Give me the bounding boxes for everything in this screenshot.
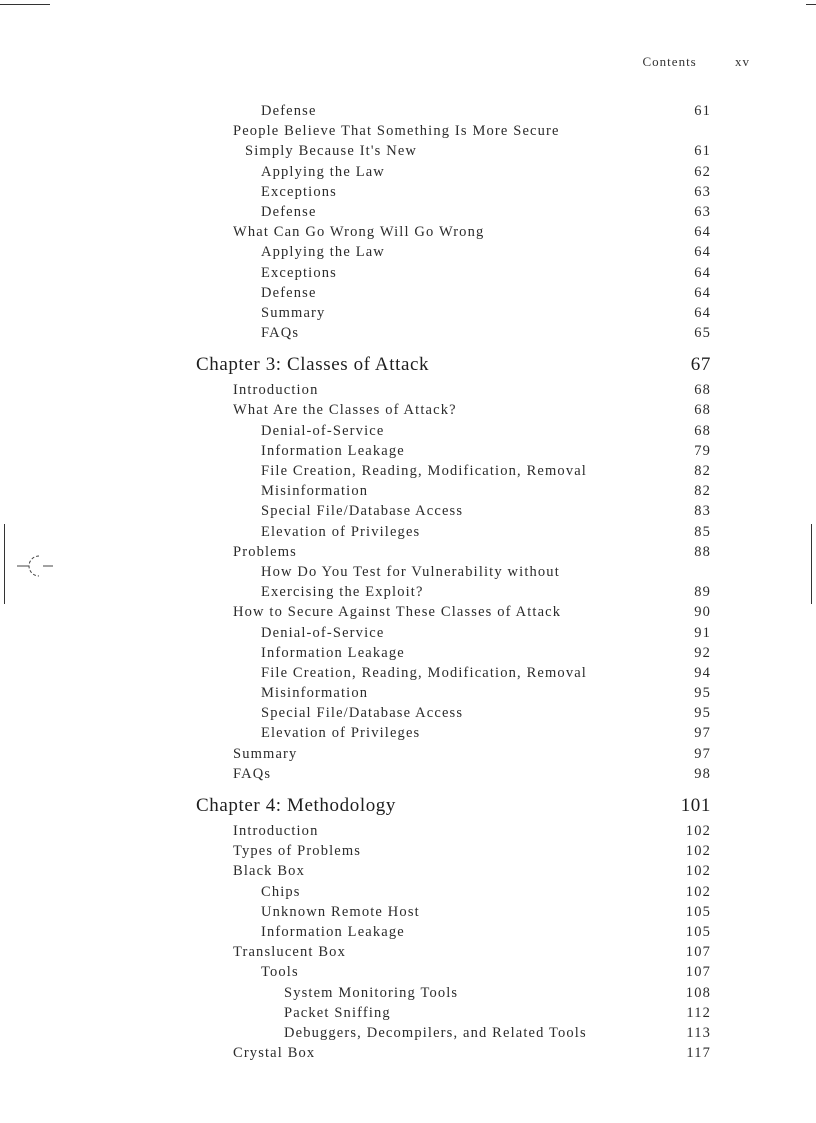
toc-page-number: 68: [694, 382, 711, 399]
toc-entry-title: Summary: [233, 745, 298, 762]
toc-entry-title: Special File/Database Access: [261, 705, 464, 722]
toc-page-number: 63: [694, 203, 711, 220]
toc-page-number: 89: [694, 584, 711, 601]
toc-entry-title: Elevation of Privileges: [261, 725, 421, 742]
toc-page-number: 82: [694, 483, 711, 500]
toc-entry-title: Unknown Remote Host: [261, 903, 420, 920]
toc-entry-title: How to Secure Against These Classes of Attack: [233, 604, 562, 621]
toc-entry: [0, 1043, 816, 1063]
toc-entry: [0, 1003, 816, 1023]
toc-entry: [0, 162, 816, 182]
toc-entry-title: Problems: [233, 543, 297, 560]
toc-entry: [0, 683, 816, 703]
toc-entry: [0, 182, 816, 202]
toc-page-number: 95: [694, 705, 711, 722]
toc-entry-title: Simply Because It's New: [245, 143, 418, 160]
toc-entry-title: How Do You Test for Vulnerability without: [261, 563, 560, 580]
toc-page-number: 102: [685, 883, 711, 900]
toc-page-number: 64: [694, 244, 711, 261]
running-header: [609, 54, 750, 70]
toc-page-number: 94: [694, 664, 711, 681]
toc-entry: [0, 121, 816, 141]
toc-page-number: 108: [685, 984, 711, 1001]
toc-entry-title: People Believe That Something Is More Secure: [233, 123, 560, 140]
toc-entry: [0, 421, 816, 441]
toc-entry-title: Denial-of-Service: [261, 624, 385, 641]
toc-entry: [0, 101, 816, 121]
toc-entry: [0, 703, 816, 723]
chapter-title: Chapter 4: Methodology: [196, 795, 397, 816]
toc-entry: [0, 481, 816, 501]
toc-entry-title: File Creation, Reading, Modification, Removal: [261, 463, 587, 479]
header-page-number: xv: [735, 54, 750, 69]
toc-entry: [0, 400, 816, 420]
toc-entry-title: Information Leakage: [261, 923, 405, 940]
chapter-title: Chapter 3: Classes of Attack: [196, 354, 430, 376]
toc-entry-title: Elevation of Privileges: [261, 523, 421, 540]
toc-page-number: 82: [694, 463, 711, 479]
toc-entry: [0, 380, 816, 400]
toc-page-number: 64: [694, 284, 711, 301]
toc-page-number: 67: [690, 354, 711, 376]
toc-entry: [0, 922, 816, 942]
toc-entry-title: System Monitoring Tools: [284, 984, 459, 1001]
toc-entry-title: Misinformation: [261, 483, 369, 500]
toc-entry: [0, 602, 816, 622]
toc-entry: [0, 983, 816, 1003]
toc-entry-title: Translucent Box: [233, 944, 346, 961]
toc-page-number: 107: [685, 964, 711, 981]
toc-entry-title: Information Leakage: [261, 442, 405, 459]
toc-page-number: 102: [685, 863, 711, 880]
toc-entry: [0, 882, 816, 902]
toc-page-number: 117: [686, 1045, 711, 1062]
toc-page-number: 61: [694, 143, 711, 160]
toc-entry-title: Information Leakage: [261, 644, 405, 661]
toc-page-number: 105: [685, 903, 711, 920]
toc-entry: [0, 263, 816, 283]
toc-page-number: 62: [694, 163, 711, 180]
toc-page-number: 97: [694, 745, 711, 762]
header-title: Contents: [642, 54, 697, 69]
toc-entry: [0, 942, 816, 962]
toc-page-number: 79: [694, 442, 711, 459]
toc-page-number: 101: [680, 795, 711, 816]
toc-page-number: 90: [694, 604, 711, 621]
toc-entry-title: Misinformation: [261, 685, 369, 702]
toc-page-number: 98: [694, 765, 711, 782]
toc-entry-title: Packet Sniffing: [284, 1004, 391, 1021]
toc-entry: [0, 141, 816, 161]
toc-page-number: 107: [685, 944, 711, 961]
toc-entry: [0, 861, 816, 881]
toc-entry-title: Crystal Box: [233, 1045, 316, 1062]
toc-entry: [0, 303, 816, 323]
toc-entry-title: Introduction: [233, 823, 319, 839]
toc-entry-title: Introduction: [233, 382, 319, 399]
toc-entry-title: Types of Problems: [233, 843, 362, 860]
toc-entry: [0, 841, 816, 861]
toc-entry-title: Summary: [261, 304, 326, 321]
crop-mark-top-left-horizontal: [0, 4, 50, 5]
toc-page-number: 91: [694, 624, 711, 641]
toc-entry: [0, 562, 816, 582]
toc-entry: [0, 202, 816, 222]
toc-page-number: 95: [694, 685, 711, 702]
toc-entry: [0, 242, 816, 262]
toc-entry-title: Tools: [261, 964, 299, 981]
toc-page-number: 61: [694, 103, 711, 119]
toc-entry-title: What Can Go Wrong Will Go Wrong: [233, 224, 485, 241]
toc-entry-title: Exceptions: [261, 183, 337, 200]
toc-entry: [0, 222, 816, 242]
toc-entry: [0, 623, 816, 643]
toc-page-number: 63: [694, 183, 711, 200]
toc-entry-title: What Are the Classes of Attack?: [233, 402, 457, 419]
toc-entry: [0, 542, 816, 562]
toc-entry: [0, 461, 816, 481]
toc-entry: [0, 744, 816, 764]
toc-entry: [0, 522, 816, 542]
toc-entry-title: Denial-of-Service: [261, 422, 385, 439]
toc-entry: [0, 323, 816, 343]
toc-entry-title: Special File/Database Access: [261, 503, 464, 520]
toc-page-number: 64: [694, 304, 711, 321]
toc-chapter-heading: [0, 794, 816, 818]
crop-mark-top-right-horizontal: [806, 4, 816, 5]
toc-page-number: 65: [694, 325, 711, 342]
toc-entry-title: Exercising the Exploit?: [261, 584, 424, 601]
toc-entry: [0, 821, 816, 841]
toc-entry-title: Debuggers, Decompilers, and Related Tools: [284, 1024, 587, 1041]
toc-entry-title: FAQs: [233, 765, 272, 782]
toc-entry-title: Applying the Law: [261, 244, 385, 261]
toc-page-number: 105: [685, 923, 711, 940]
toc-entry-title: Defense: [261, 284, 317, 301]
toc-entry: [0, 723, 816, 743]
toc-page-number: 88: [694, 543, 711, 560]
toc-page-number: 97: [694, 725, 711, 742]
toc-entry-title: Defense: [261, 103, 317, 119]
toc-entry-title: File Creation, Reading, Modification, Removal: [261, 664, 587, 681]
toc-entry: [0, 501, 816, 521]
toc-page-number: 113: [686, 1024, 711, 1041]
toc-entry: [0, 902, 816, 922]
toc-page-number: 64: [694, 264, 711, 281]
toc-page-number: 102: [685, 823, 711, 839]
toc-entry: [0, 962, 816, 982]
toc-chapter-heading: [0, 353, 816, 377]
toc-page-number: 68: [694, 402, 711, 419]
toc-entry: [0, 1023, 816, 1043]
toc-entry-title: Defense: [261, 203, 317, 220]
toc-page-number: 83: [694, 503, 711, 520]
toc-page-number: 85: [694, 523, 711, 540]
toc-entry: [0, 441, 816, 461]
toc-entry-title: Exceptions: [261, 264, 337, 281]
toc-page-number: 68: [694, 422, 711, 439]
toc-page-number: 64: [694, 224, 711, 241]
toc-entry-title: FAQs: [261, 325, 300, 342]
toc-page-number: 112: [686, 1004, 711, 1021]
toc-entry-title: Chips: [261, 883, 301, 900]
toc-entry: [0, 283, 816, 303]
toc-page-number: 92: [694, 644, 711, 661]
toc-entry-title: Black Box: [233, 863, 305, 880]
toc-entry: [0, 582, 816, 602]
toc-entry: [0, 764, 816, 784]
toc-page-number: 102: [685, 843, 711, 860]
toc-entry-title: Applying the Law: [261, 163, 385, 180]
toc-entry: [0, 643, 816, 663]
toc-entry: [0, 663, 816, 683]
table-of-contents: [0, 101, 816, 1063]
